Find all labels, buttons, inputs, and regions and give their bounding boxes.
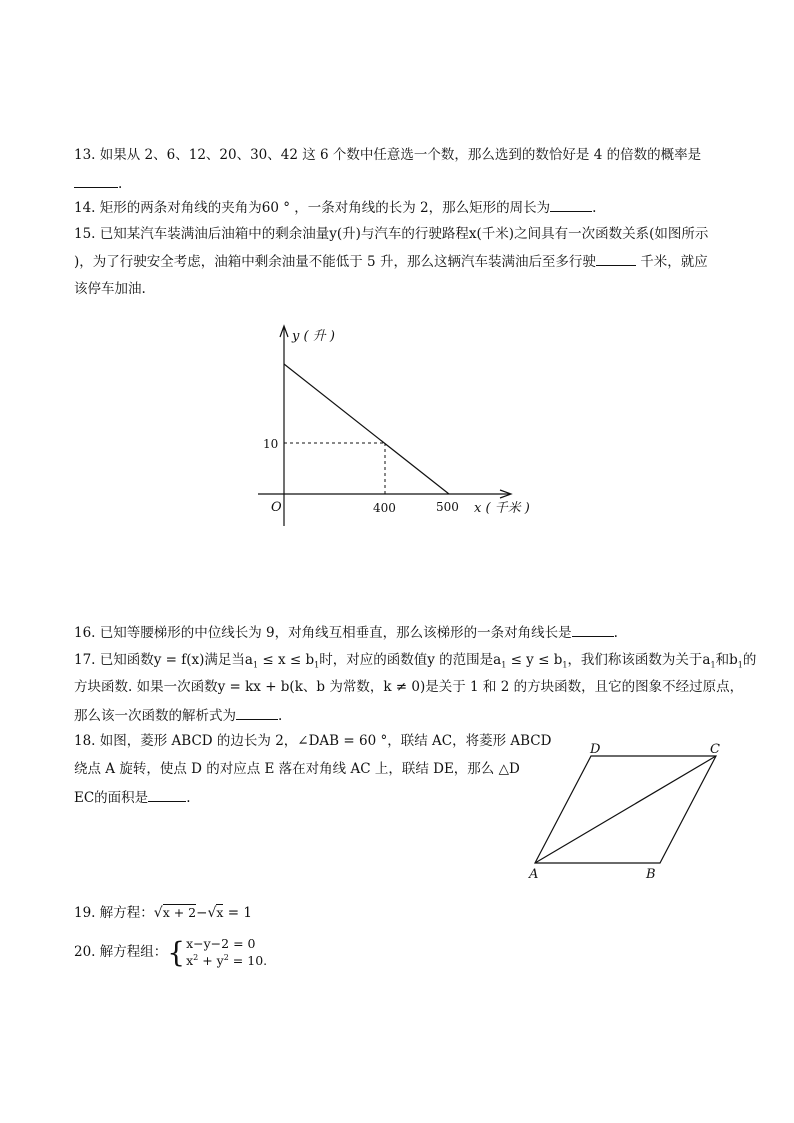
fuel-distance-graph: [240, 320, 540, 535]
q16-text: 16. 已知等腰梯形的中位线长为 9，对角线互相垂直，那么该梯形的一条对角线长是: [74, 625, 572, 641]
question-20: 20. 解方程组： { x−y−2 = 0 $x^2 + y^2 = 10$.: [74, 935, 268, 969]
sqrt-icon-2: √: [207, 905, 217, 921]
question-18: 18. 如图，菱形 ABCD 的边长为 2，∠DAB = 60 °，联结 AC，将菱形 ABCD: [74, 733, 552, 749]
q18-blank[interactable]: [148, 788, 186, 802]
q14-blank[interactable]: [550, 198, 592, 212]
vertex-label-d: D: [590, 742, 601, 757]
question-19: 19. 解方程：√x + 2−√x = 1: [74, 905, 252, 921]
vertex-label-a: A: [529, 867, 539, 882]
x-tick-label-400: 400: [373, 501, 396, 515]
system-row-2: $x^2 + y^2 = 10$.: [186, 953, 268, 969]
question-17-line2: 方块函数. 如果一次函数y = kx + b(k、b 为常数，k ≠ 0)是关于 1 和 2 的方块函数，且它的图象不经过原点，: [74, 679, 744, 695]
question-17: 17. 已知函数y = f(x)满足当$a_1 \le x \le b_1$时，对应的函数值y 的范围是$a_1 \le y \le b_1$，我们称该函数为关于$a_1$和$b_1$的: [74, 652, 757, 670]
question-14: 14. 矩形的两条对角线的夹角为60 ° ，一条对角线的长为 2，那么矩形的周长为 .: [74, 200, 597, 216]
question-18-line2: 绕点 A 旋转，使点 D 的对应点 E 落在对角线 AC 上，联结 DE，那么 △D: [74, 761, 520, 777]
left-brace-icon: {: [167, 935, 186, 969]
q13-text: 13. 如果从 2、6、12、20、30、42 这 6 个数中任意选一个数，那么选到的数恰好是 4 的倍数的概率是: [74, 147, 702, 163]
equation-system: [167, 937, 267, 968]
origin-label: O: [271, 500, 282, 515]
vertex-label-b: B: [646, 867, 656, 882]
rhombus-figure: [518, 736, 734, 882]
vertex-label-c: C: [710, 742, 720, 757]
q15-blank[interactable]: [596, 252, 636, 266]
question-13: [74, 146, 701, 164]
y-tick-label: 10: [263, 437, 279, 451]
question-15-line3: 该停车加油.: [74, 281, 146, 297]
question-18-line3: EC的面积是 .: [74, 790, 191, 806]
question-15-line2: )，为了行驶安全考虑，油箱中剩余油量不能低于 5 升，那么这辆汽车装满油后至多行驶 千米，就应: [74, 254, 708, 270]
function-line: [284, 364, 449, 494]
sqrt-icon: √: [153, 905, 163, 921]
x-axis-label: x ( 千米 ): [474, 501, 530, 516]
q13-blank[interactable]: [74, 174, 118, 188]
radicand-2: x: [216, 905, 224, 920]
q14-text: 14. 矩形的两条对角线的夹角为60 ° ，一条对角线的长为 2，那么矩形的周长为: [74, 200, 551, 216]
q17-blank[interactable]: [236, 706, 278, 720]
system-row-1: x−y−2 = 0: [186, 936, 256, 951]
question-15: [74, 225, 708, 243]
question-13-answer-line: .: [74, 174, 122, 193]
question-16: 16. 已知等腰梯形的中位线长为 9，对角线互相垂直，那么该梯形的一条对角线长是 .: [74, 625, 618, 641]
x-tick-label-500: 500: [436, 500, 459, 514]
q16-blank[interactable]: [572, 623, 614, 637]
diagonal-ac: [535, 756, 716, 863]
q15-text-line1: 15. 已知某汽车装满油后油箱中的剩余油量y(升)与汽车的行驶路程x(千米)之间具有一次函数关系(如图所示: [74, 226, 709, 242]
radicand-1: x + 2: [162, 905, 197, 920]
y-axis-label: y ( 升 ): [292, 329, 335, 344]
question-17-line3: 那么该一次函数的解析式为 .: [74, 708, 283, 724]
